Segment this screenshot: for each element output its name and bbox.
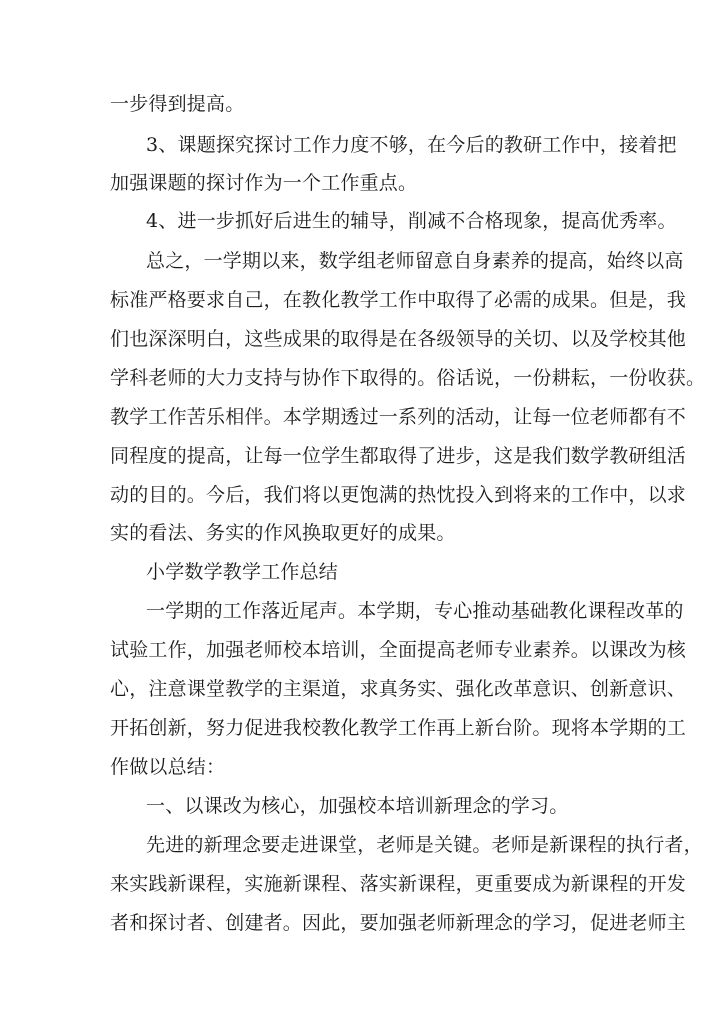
paragraph-line: 者和探讨者、创建者。因此，要加强老师新理念的学习，促进老师主: [110, 912, 687, 934]
paragraph-line: 们也深深明白，这些成果的取得是在各级领导的关切、以及学校其他: [110, 328, 687, 350]
subsection-heading: 一、以课改为核心，加强校本培训新理念的学习。: [146, 795, 569, 817]
paragraph-line: 一步得到提高。: [110, 93, 245, 115]
paragraph-line: 学科老师的大力支持与协作下取得的。俗话说，一份耕耘，一份收获。: [110, 367, 706, 389]
paragraph-line: 总之，一学期以来，数学组老师留意自身素养的提高，始终以高: [146, 250, 684, 272]
paragraph-line: 试验工作，加强老师校本培训，全面提高老师专业素养。以课改为核: [110, 639, 687, 661]
paragraph-line: 标准严格要求自己，在教化教学工作中取得了必需的成果。但是，我: [110, 289, 687, 311]
paragraph-line: 一学期的工作落近尾声。本学期，专心推动基础教化课程改革的: [146, 600, 684, 622]
paragraph-line: 开拓创新，努力促进我校教化教学工作再上新台阶。现将本学期的工: [110, 717, 687, 739]
paragraph-line: 实的看法、务实的作风换取更好的成果。: [110, 522, 456, 544]
section-heading: 小学数学教学工作总结: [146, 561, 339, 583]
paragraph-line: 教学工作苦乐相伴。本学期透过一系列的活动，让每一位老师都有不: [110, 406, 687, 428]
paragraph-line: 3、课题探究探讨工作力度不够，在今后的教研工作中，接着把: [146, 134, 677, 156]
paragraph-line: 加强课题的探讨作为一个工作重点。: [110, 172, 418, 194]
paragraph-line: 心，注意课堂教学的主渠道，求真务实、强化改革意识、创新意识、: [110, 678, 687, 700]
paragraph-line: 动的目的。今后，我们将以更饱满的热忱投入到将来的工作中，以求: [110, 484, 687, 506]
paragraph-line: 来实践新课程，实施新课程、落实新课程，更重要成为新课程的开发: [110, 873, 687, 895]
paragraph-line: 作做以总结：: [110, 756, 226, 778]
paragraph-line: 同程度的提高，让每一位学生都取得了进步，这是我们数学教研组活: [110, 445, 687, 467]
paragraph-line: 4、进一步抓好后进生的辅导，削减不合格现象，提高优秀率。: [146, 210, 677, 232]
paragraph-line: 先进的新理念要走进课堂，老师是关键。老师是新课程的执行者，: [146, 834, 703, 856]
